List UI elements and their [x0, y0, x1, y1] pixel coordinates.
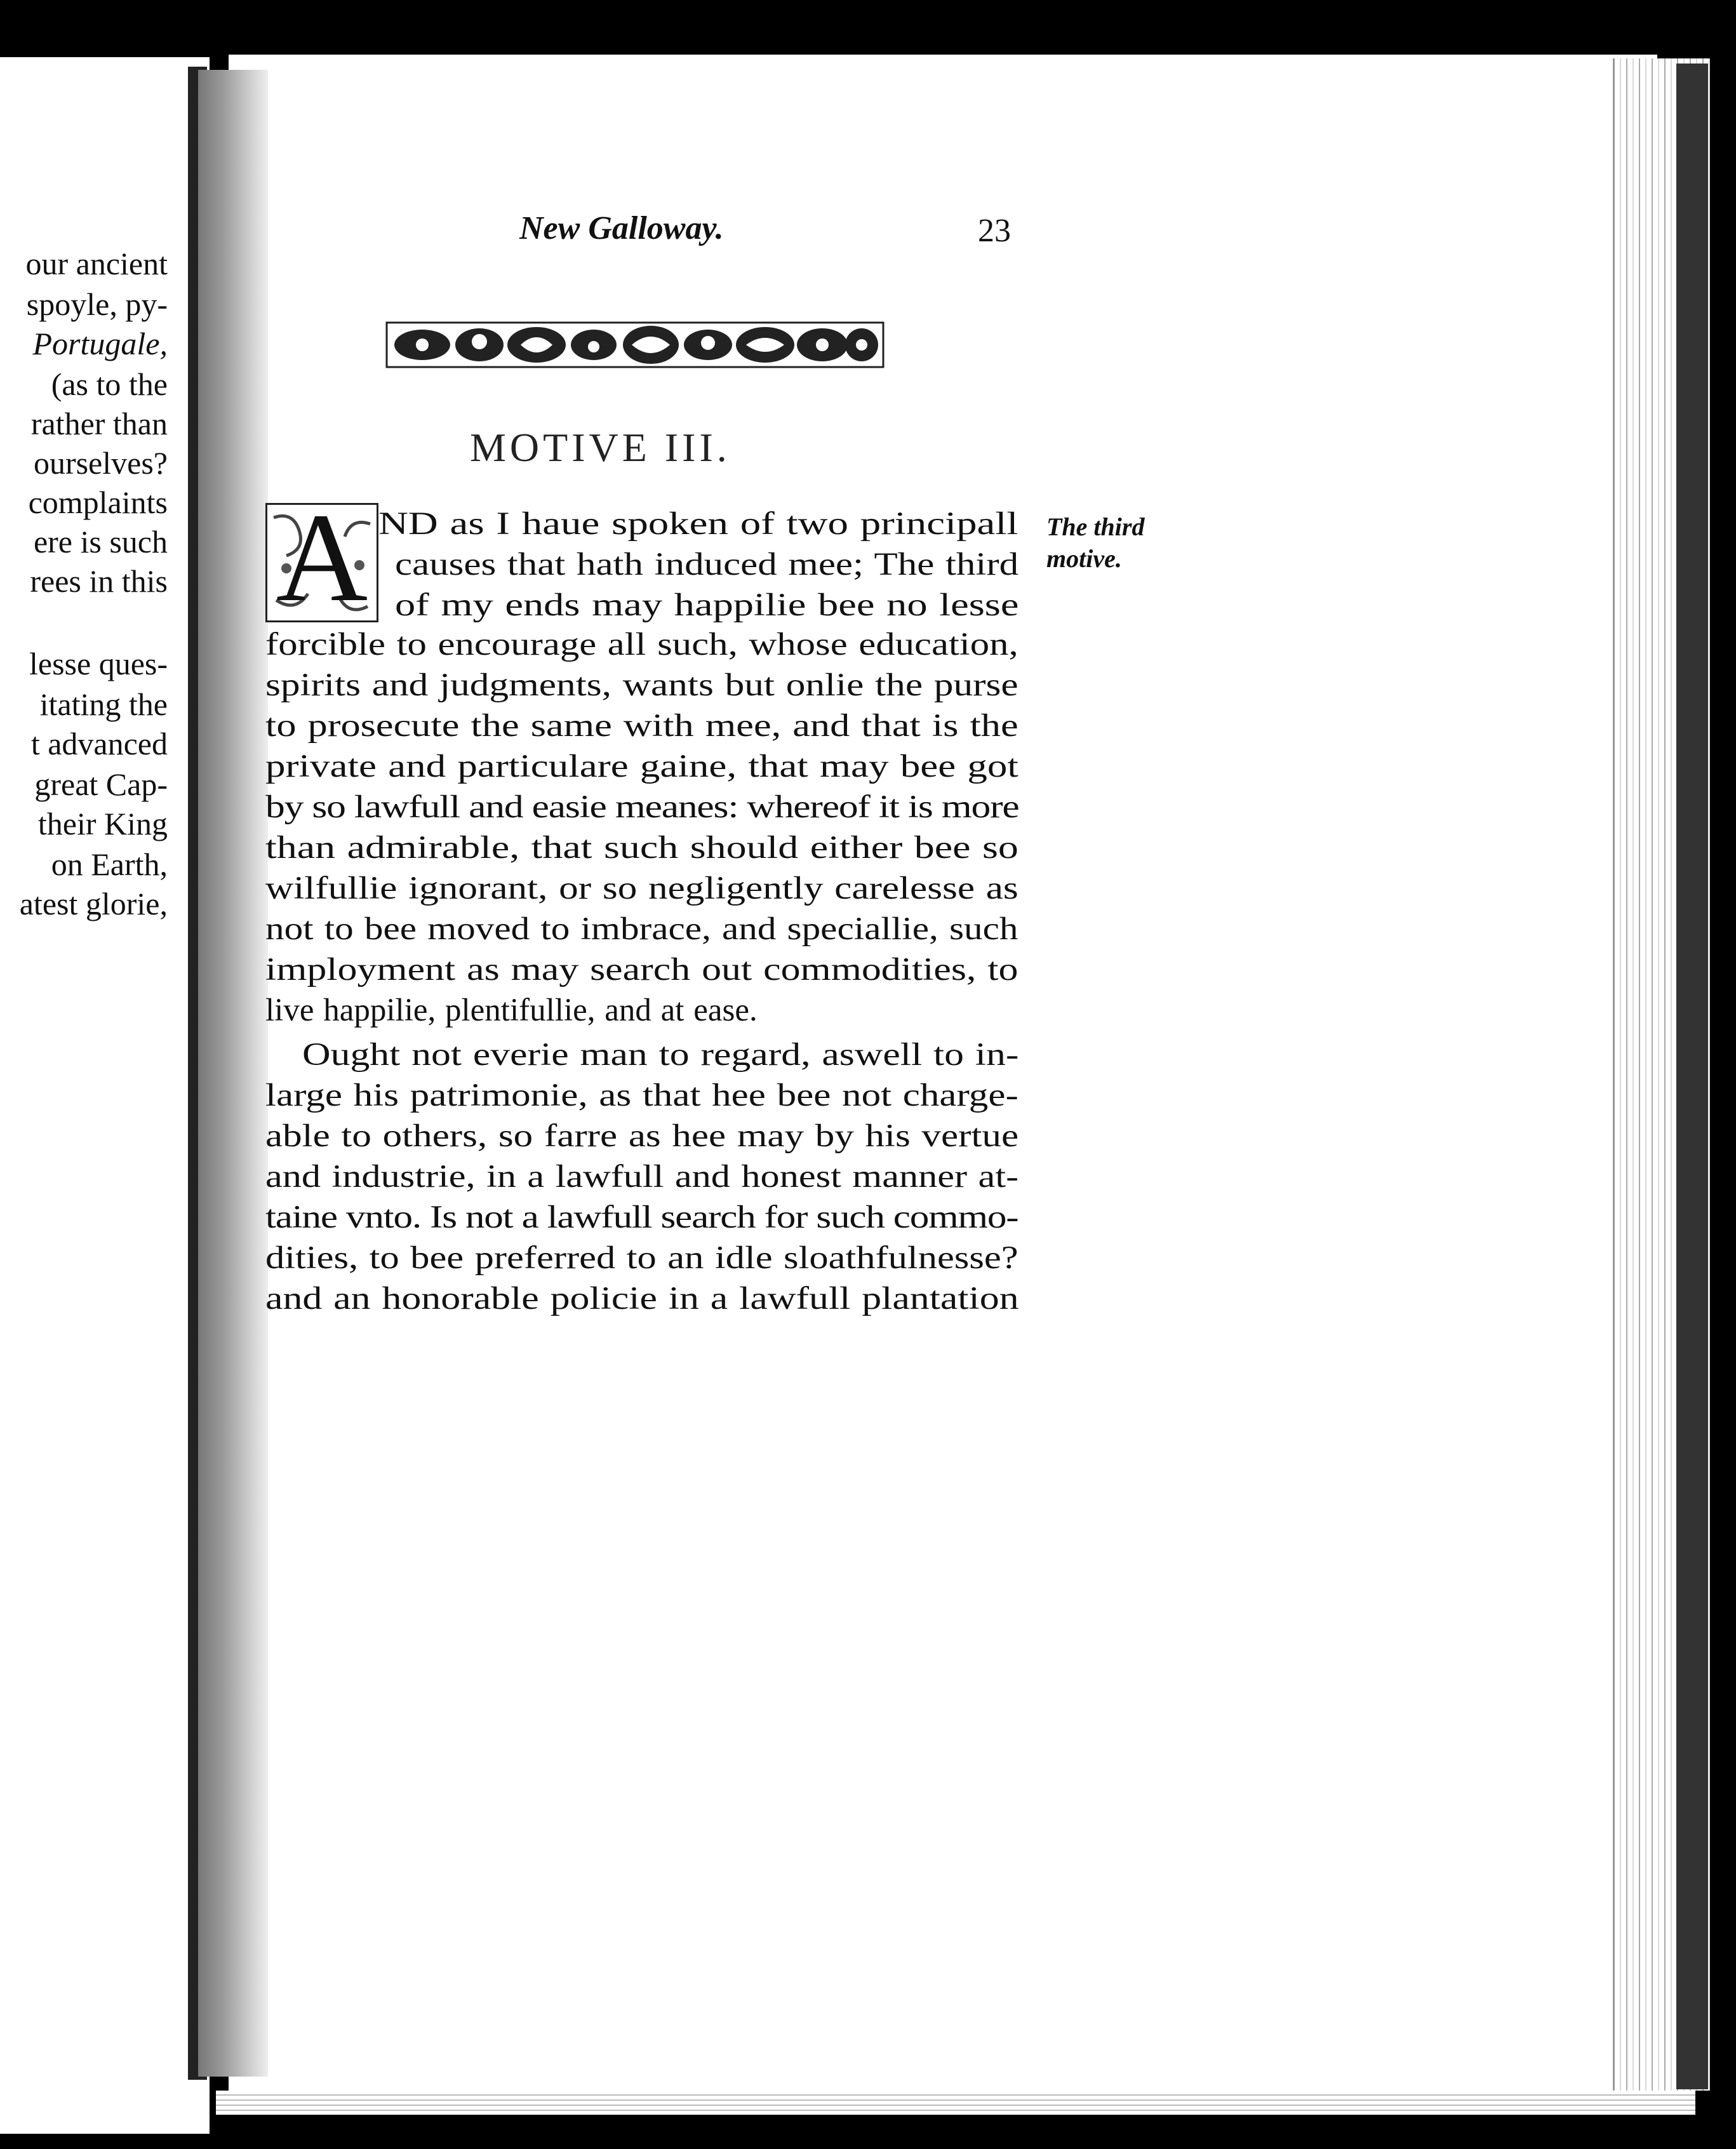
body-line: wilfullie ignorant, or so negligently carelesse as — [265, 871, 1018, 906]
margin-note-line: The third — [1046, 512, 1145, 541]
body-line: dities, to bee preferred to an idle sloathfulnesse? — [265, 1240, 1018, 1276]
body-line: spirits and judgments, wants but onlie the purse — [265, 667, 1018, 703]
left-page-line: (as to the — [51, 366, 168, 402]
drop-cap-letter: A — [276, 503, 368, 622]
body-line: live happilie, plentifullie, and at ease. — [265, 993, 758, 1028]
body-line: forcible to encourage all such, whose education, — [265, 627, 1018, 662]
left-page-line: ourselves? — [33, 445, 168, 481]
left-page-line: lesse ques- — [29, 646, 168, 681]
body-line: causes that hath induced mee; The third — [395, 547, 1019, 582]
body-line: and industrie, in a lawfull and honest manner at- — [265, 1159, 1019, 1195]
left-page-line: ere is such — [33, 524, 168, 559]
left-page-line: their King — [37, 806, 168, 841]
book-edge-shadow — [1676, 64, 1708, 2089]
left-page-line: rather than — [30, 406, 168, 441]
body-line: of my ends may happilie bee no lesse — [395, 587, 1019, 623]
body-line: and an honorable policie in a lawfull plantation — [265, 1281, 1019, 1316]
running-head: New Galloway. — [519, 210, 724, 246]
left-page-line: on Earth, — [51, 847, 168, 882]
floral-headpiece-ornament — [384, 310, 886, 380]
decorated-drop-cap — [265, 503, 378, 622]
left-page-line: itating the — [39, 686, 168, 722]
body-line: to prosecute the same with mee, and that is the — [265, 708, 1018, 744]
body-line: than admirable, that such should either bee so — [265, 830, 1018, 866]
left-page-line: t advanced — [30, 726, 168, 761]
body-line: able to others, so farre as hee may by his vertue — [265, 1118, 1019, 1154]
body-line: large his patrimonie, as that hee bee not charge- — [265, 1078, 1018, 1113]
left-facing-page — [0, 57, 210, 2134]
left-page-line: rees in this — [30, 563, 168, 599]
gutter-shading — [198, 70, 268, 2077]
left-page-line: Portugale, — [32, 326, 168, 361]
body-line: Ought not everie man to regard, aswell to in- — [302, 1037, 1019, 1073]
body-line: taine vnto. Is not a lawfull search for such commo- — [265, 1200, 1018, 1235]
left-page-line: spoyle, py- — [26, 286, 168, 322]
left-page-line: our ancient — [25, 246, 168, 281]
body-line: by so lawfull and easie meanes: whereof it is more — [265, 789, 1019, 825]
left-page-line: complaints — [28, 485, 168, 520]
page-bottom-edges — [216, 2091, 1695, 2115]
body-line: ND as I haue spoken of two principall — [378, 506, 1018, 542]
page-number: 23 — [978, 213, 1011, 249]
body-line: imployment as may search out commodities, to — [265, 952, 1018, 987]
margin-note-line: motive. — [1046, 544, 1122, 573]
body-line: not to bee moved to imbrace, and speciallie, such — [265, 911, 1018, 947]
section-heading: MOTIVE III. — [470, 425, 731, 470]
left-page-line: atest glorie, — [19, 886, 168, 921]
left-page-line: great Cap- — [34, 767, 168, 802]
body-line: private and particulare gaine, that may bee got — [265, 749, 1018, 784]
